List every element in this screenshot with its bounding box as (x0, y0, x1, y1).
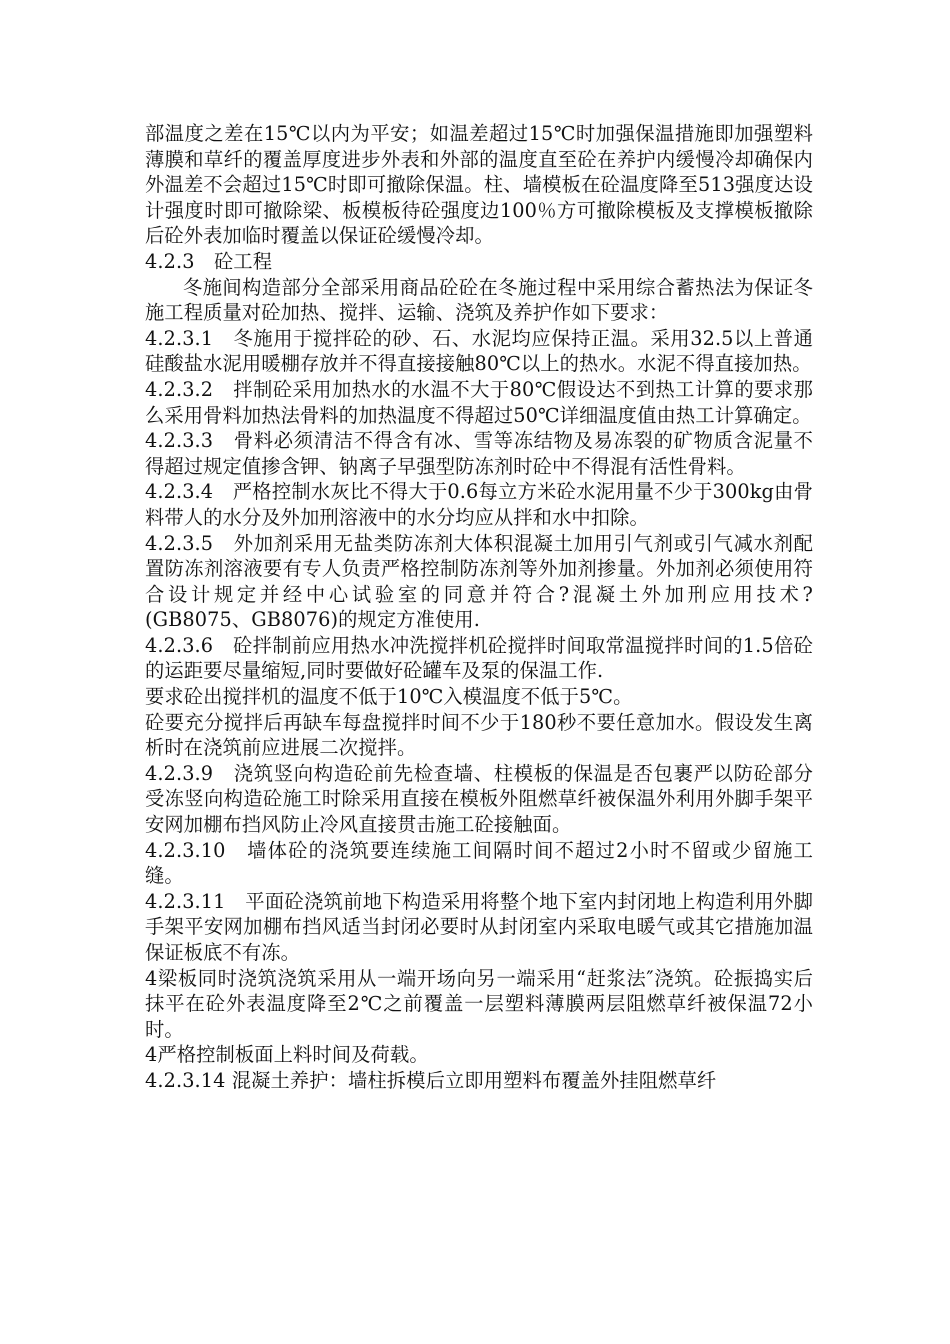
paragraph-outlet-temperature: 要求砼出搅拌机的温度不低于10℃入模温度不低于5℃。 (145, 685, 633, 709)
paragraph-winter-intro: 冬施间构造部分全部采用商品砼砼在冬施过程中采用综合蓄热法为保证冬施工程质量对砼加热、搅拌、运输、浇筑及养护作如下要求： (145, 275, 813, 325)
paragraph-4-2-3-3: 4.2.3.3 骨料必须清洁不得含有冰、雪等冻结物及易冻裂的矿物质含泥量不得超过规定值掺含钾、钠离子早强型防冻剂时砼中不得混有活性骨料。 (145, 429, 813, 478)
paragraph-load-control: 4严格控制板面上料时间及荷载。 (145, 1043, 429, 1067)
section-heading-concrete-work: 4.2.3 砼工程 (145, 249, 273, 273)
paragraph-4-2-3-11: 4.2.3.11 平面砼浇筑前地下构造采用将整个地下室内封闭地上构造利用外脚手架平安网加棚布挡风适当封闭必要时从封闭室内采取电暖气或其它措施加温保证板底不有冻。 (145, 889, 813, 964)
paragraph-4-2-3-14: 4.2.3.14 混凝土养护：墙柱拆模后立即用塑料布覆盖外挂阻燃草纤 (145, 1068, 717, 1092)
paragraph-4-2-3-1: 4.2.3.1 冬施用于搅拌砼的砂、石、水泥均应保持正温。采用32.5以上普通硅酸盐水泥用暖棚存放并不得直接接触80℃以上的热水。水泥不得直接加热。 (145, 326, 813, 376)
document-page (145, 121, 813, 1094)
paragraph-4-2-3-4: 4.2.3.4 严格控制水灰比不得大于0.6每立方米砼水泥用量不少于300kg由骨料带人的水分及外加刑溶液中的水分均应从拌和水中扣除。 (145, 480, 813, 529)
paragraph-4-2-3-6: 4.2.3.6 砼拌制前应用热水冲洗搅拌机砼搅拌时间取常温搅拌时间的1.5倍砼的运距要尽量缩短,同时要做好砼罐车及泵的保温工作. (145, 633, 813, 683)
paragraph-temperature-control: 部温度之差在15℃以内为平安；如温差超过15℃时加强保温措施即加强塑料薄膜和草纤的覆盖厚度进步外表和外部的温度直至砼在养护内缓慢冷却确保内外温差不会超过15℃时即可撤除保温。柱、墙模板在砼温度降至513强度达设计强度时即可撤除梁、板模板待砼强度边100％方可撤除模板及支撑模板撤除后砼外表加临时覆盖以保证砼缓慢冷却。 (145, 122, 813, 248)
paragraph-beam-slab-pouring: 4梁板同时浇筑浇筑采用从一端开场向另一端采用“赶浆法″浇筑。砼振捣实后抹平在砼外表温度降至2℃之前覆盖一层塑料薄膜两层阻燃草纤被保温72小时。 (145, 966, 813, 1041)
paragraph-4-2-3-5: 4.2.3.5 外加剂采用无盐类防冻剂大体积混凝土加用引气剂或引气减水剂配置防冻剂溶液要有专人负责严格控制防冻剂等外加剂掺量。外加剂必须使用符合设计规定并经中心试验室的同意并符合?混凝土外加刑应用技术?(GB8075、GB8076)的规定方准使用. (145, 531, 813, 632)
paragraph-4-2-3-10: 4.2.3.10 墙体砼的浇筑要连续施工间隔时间不超过2小时不留或少留施工缝。 (145, 838, 813, 888)
paragraph-4-2-3-9: 4.2.3.9 浇筑竖向构造砼前先检查墙、柱模板的保温是否包裹严以防砼部分受冻竖向构造砼施工时除采用直接在模板外阻燃草纤被保温外利用外脚手架平安网加棚布挡风防止冷风直接贯击施工砼接触面。 (145, 761, 813, 837)
paragraph-4-2-3-2: 4.2.3.2 拌制砼采用加热水的水温不大于80℃假设达不到热工计算的要求那么采用骨料加热法骨料的加热温度不得超过50℃详细温度值由热工计算确定。 (145, 377, 813, 427)
paragraph-mixing-time: 砼要充分搅拌后再缺车每盘搅拌时间不少于180秒不要任意加水。假设发生离析时在浇筑前应进展二次搅拌。 (145, 710, 813, 760)
